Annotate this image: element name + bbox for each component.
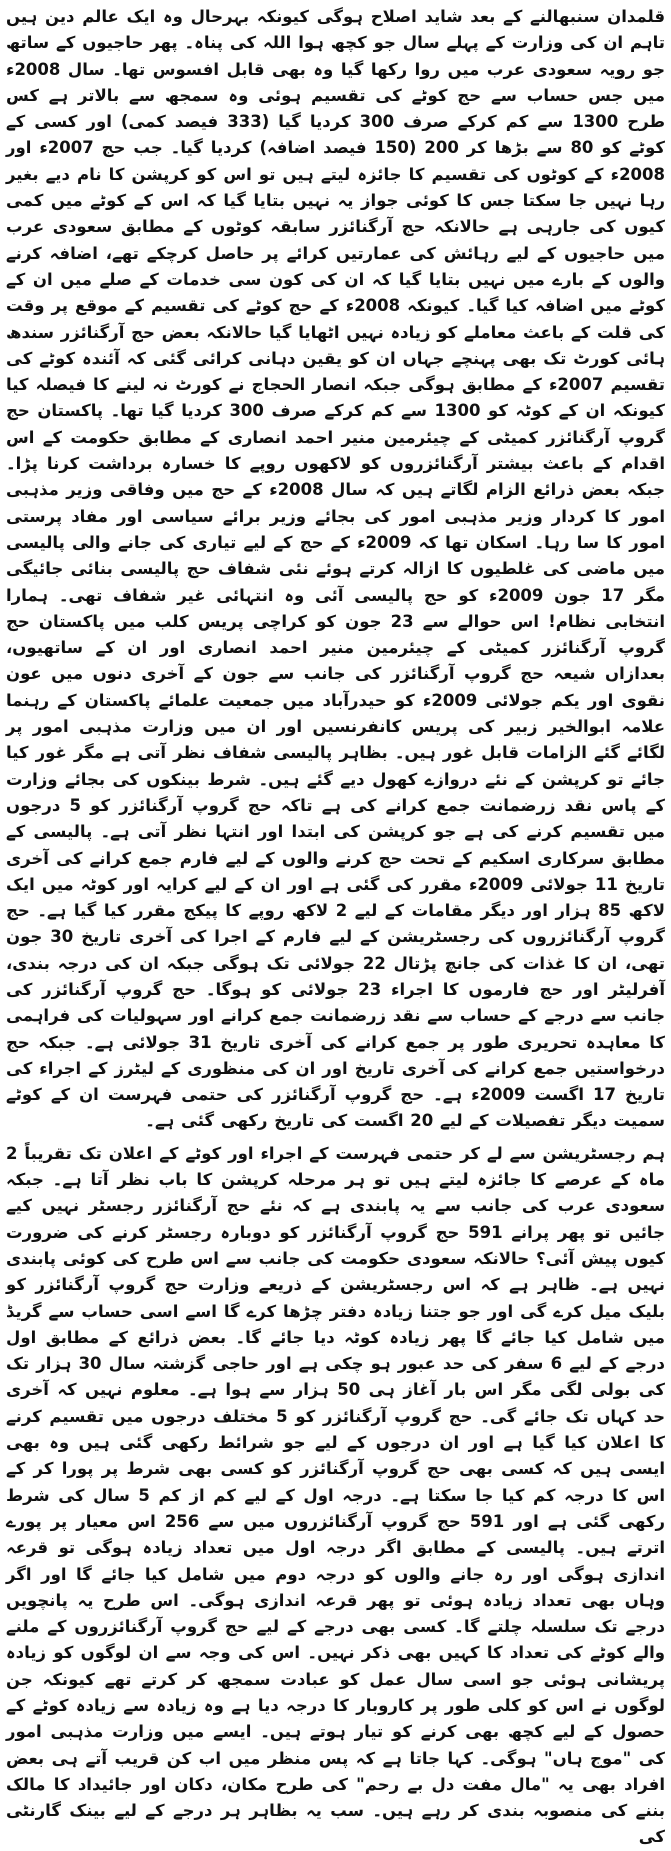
article-paragraph-2: ہم رجسٹریشن سے لے کر حتمی فہرست کے اجراء اور کوٹے کے اعلان تک تقریباً 2 ماہ کے عرصے کا جائزہ لیتے ہیں تو ہر مرحلہ کرپشن کا باب نظر آتا ہے۔ جبکہ سعودی عرب کی جانب سے یہ پابندی ہے کہ نئے حج آرگنائزر رجسٹر نہیں کیے جائیں تو پھر پرانے 591 حج گروپ آرگنائزر کو دوبارہ رجسٹر کرنے کی ضرورت کیوں پیش آئی؟ حالانکہ سعودی حکومت کی جانب سے اس طرح کی کوئی پابندی نہیں ہے۔ ظاہر ہے کہ اس رجسٹریشن کے ذریعے وزارت حج گروپ آرگنائزر کو بلیک میل کرے گی اور جو جتنا زیادہ دفتر چڑھا کرے گا اسے اسی حساب سے گریڈ میں شامل کیا جائے گا پھر زیادہ کوٹہ دیا جائے گا۔ بعض ذرائع کے مطابق اول درجے کے لیے 6 سفر کی حد عبور ہو چکی ہے اور حاجی گزشتہ سال 30 ہزار تک کی بولی لگی مگر اس بار آغاز ہی 50 ہزار سے ہوا ہے۔ معلوم نہیں کہ آخری حد کہاں تک جائے گی۔ حج گروپ آرگنائزر کو 5 مختلف درجوں میں تقسیم کرنے کا اعلان کیا گیا ہے اور ان درجوں کے لیے جو شرائط رکھی گئی ہیں وہ بھی ایسی ہیں کہ کسی بھی حج گروپ آرگنائزر کو کسی بھی شرط پر پورا کر کے اس کا درجہ کم کیا جا سکتا ہے۔ درجہ اول کے لیے کم از کم 5 سال کی شرط رکھی گئی ہے اور 591 حج گروپ آرگنائزروں میں سے 256 اس معیار پر پورے اترتے ہیں۔ پالیسی کے مطابق اگر درجہ اول میں تعداد زیادہ ہوگی تو قرعہ اندازی ہوگی اور رہ جانے والوں کو درجہ دوم میں شامل کیا جائے گا اور اگر وہاں بھی تعداد زیادہ ہوئی تو پھر قرعہ اندازی ہوگی۔ اس طرح یہ پانچویں درجے تک سلسلہ چلتے گا۔ کسی بھی درجے کے لیے حج گروپ آرگنائزروں کے ملنے والے کوٹے کی تعداد کا کہیں بھی ذکر نہیں۔ اس کی وجہ سے ان لوگوں کو زیادہ پریشانی ہوئی جو اسی سال عمل کو عبادت سمجھ کر کرتے تھے کیونکہ جن لوگوں نے اس کو کلی طور پر کاروبار کا درجہ دیا ہے وہ زیادہ سے زیادہ کوٹے کے حصول کے لیے کچھ بھی کرنے کو تیار ہوتے ہیں۔ ایسے میں وزارت مذہبی امور کی "موج ہاں" ہوگی۔ کہا جاتا ہے کہ پس منظر میں اب کن قریب آتے ہی بعض افراد بھی یہ "مال مفت دل بے رحم" کی طرح مکان، دکان اور جائیداد کا مالک بننے کی منصوبہ بندی کر رہے ہیں۔ سب یہ بظاہر ہر درجے کے لیے بینک گارنٹی کی bbox=[6, 1143, 666, 1847]
article-paragraph-1: قلمدان سنبھالنے کے بعد شاید اصلاح ہوگی کیونکہ بہرحال وہ ایک عالم دین ہیں تاہم ان کی وزارت کے پہلے سال جو کچھ ہوا اللہ کی پناہ۔ پھر حاجیوں کے ساتھ جو رویہ سعودی عرب میں روا رکھا گیا وہ بھی قابل افسوس تھا۔ سال 2008ء میں جس حساب سے حج کوٹے کی تقسیم ہوئی وہ سمجھ سے بالاتر ہے کس طرح 1300 سے کم کرکے صرف 300 کردیا گیا (333 فیصد کمی) اور کسی کے کوٹے کو 80 سے بڑھا کر 200 (150 فیصد اضافہ) کردیا گیا۔ جب حج 2007ء اور 2008ء کے کوٹوں کی تقسیم کا جائزہ لیتے ہیں تو اس کو کرپشن کا نام دیے بغیر رہا نہیں جا سکتا جس کا کوئی جواز یہ نہیں بتایا گیا کہ اس کے کوٹے میں کمی کیوں کی جارہی ہے حالانکہ حج آرگنائزر سابقہ کوٹوں کے مطابق سعودی عرب میں حاجیوں کے لیے رہائش کی عمارتیں کرائے پر حاصل کرچکے تھے، اضافہ کرنے والوں کے بارے میں نہیں بتایا گیا کہ ان کی کون سی خدمات کے صلے میں ان کے کوٹے میں اضافہ کیا گیا۔ کیونکہ 2008ء کے حج کوٹے کی تقسیم کے موقع پر وقت کی قلت کے باعث معاملے کو زیادہ نہیں اٹھایا گیا حالانکہ بعض حج آرگنائزر سندھ ہائی کورٹ تک بھی پہنچے جہاں ان کو یقین دہانی کرائی گئی کہ آئندہ کوٹے کی تقسیم 2007ء کے مطابق ہوگی جبکہ انصار الحجاج نے کورٹ نہ لینے کا فیصلہ کیا کیونکہ ان کے کوٹہ کو 1300 سے کم کرکے صرف 300 کردیا گیا تھا۔ پاکستان حج گروپ آرگنائزر کمیٹی کے چیئرمین منیر احمد انصاری کے مطابق حکومت کے اس اقدام کے باعث بیشتر آرگنائزروں کو لاکھوں روپے کا خسارہ برداشت کرنا پڑا۔ جبکہ بعض ذرائع الزام لگاتے ہیں کہ سال 2008ء کے حج میں وفاقی وزیر مذہبی امور کا کردار وزیر مذہبی امور کی بجائے وزیر برائے سیاسی اور مفاد پرستی امور کا سا رہا۔ اسکان تھا کہ 2009ء کے حج کے لیے تیاری کی جانے والی پالیسی میں ماضی کی غلطیوں کا ازالہ کرتے ہوئے نئی شفاف حج پالیسی بنائی جائیگی مگر 17 جون 2009ء کو حج پالیسی آئی وہ انتہائی غیر شفاف تھی۔ ہمارا انتخابی نظام! اس حوالے سے 23 جون کو کراچی پریس کلب میں پاکستان حج گروپ آرگنائزر کمیٹی کے چیئرمین منیر احمد انصاری اور ان کے ساتھیوں، بعدازاں شیعہ حج گروپ آرگنائزر کی جانب سے جون کے آخری دنوں میں عون نقوی اور یکم جولائی 2009ء کو حیدرآباد میں جمعیت علمائے پاکستان کے رہنما علامہ ابوالخیر زبیر کی پریس کانفرنسیں اور ان میں وزارت مذہبی امور پر لگائے گئے الزامات قابل غور ہیں۔ بظاہر پالیسی شفاف نظر آتی ہے مگر غور کیا جائے تو کرپشن کے نئے دروازے کھول دیے گئے ہیں۔ شرط بینکوں کی بجائے وزارت کے پاس نقد زرضمانت جمع کرانے کی ہے تاکہ حج گروپ آرگنائزر کو 5 درجوں میں تقسیم کرنے کی ہے جو کرپشن کی ابتدا اور انتہا نظر آتی ہے۔ پالیسی کے مطابق سرکاری اسکیم کے تحت حج کرنے والوں کے لیے فارم جمع کرانے کی آخری تاریخ 11 جولائی 2009ء مقرر کی گئی ہے اور ان کے لیے کرایہ اور کوٹہ میں ایک لاکھ 85 ہزار اور دیگر مقامات کے لیے 2 لاکھ روپے کا پیکج مقرر کیا گیا ہے۔ حج گروپ آرگنائزروں کی رجسٹریشن کے لیے فارم کے اجرا کی آخری تاریخ 30 جون تھی، ان کا غذات کی جانچ پڑتال 22 جولائی تک ہوگی جبکہ ان کی درجہ بندی، آفرلیٹر اور حج فارموں کا اجراء 23 جولائی کو ہوگا۔ حج گروپ آرگنائزر کی جانب سے درجے کے حساب سے نقد زرضمانت جمع کرانے اور سہولیات کی فراہمی کا معاہدہ تحریری طور پر جمع کرانے کی آخری تاریخ 31 جولائی ہے۔ جبکہ حج درخواستیں جمع کرانے کی آخری تاریخ اور ان کی منظوری کے لیٹرز کے اجراء کی تاریخ 17 اگست 2009ء ہے۔ حج گروپ آرگنائزر کی حتمی فہرست ان کے کوٹے سمیت دیگر تفصیلات کے لیے 20 اگست کی تاریخ رکھی گئی ہے۔ bbox=[6, 7, 666, 1131]
